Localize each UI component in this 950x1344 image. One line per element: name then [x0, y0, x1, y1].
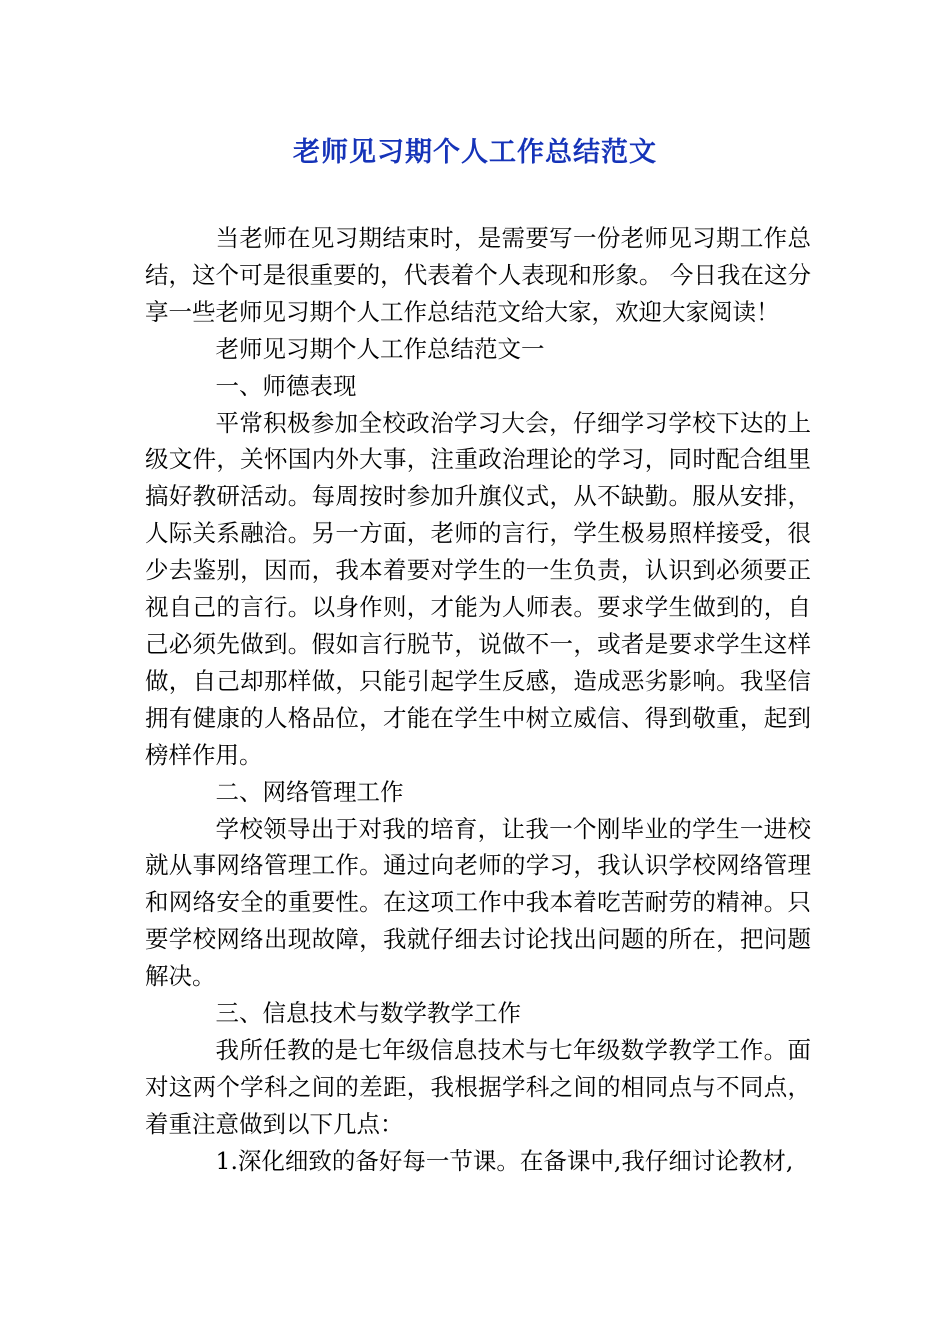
document-title: 老师见习期个人工作总结范文 — [293, 137, 657, 168]
article-heading: 老师见习期个人工作总结范文一 — [215, 334, 545, 363]
section-heading-network: 二、网络管理工作 — [215, 777, 404, 806]
intro-paragraph: 当老师在见习期结束时，是需要写一份老师见习期工作总结，这个可是很重要的，代表着个人表现和形象。 今日我在这分享一些老师见习期个人工作总结范文给大家，欢迎大家阅读！ — [145, 224, 811, 326]
paragraph-ethics: 平常积极参加全校政治学习大会，仔细学习学校下达的上级文件，关怀国内外大事，注重政治理论的学习，同时配合组里搞好教研活动。每周按时参加升旗仪式，从不缺勤。服从安排，人际关系融洽。另一方面，老师的言行，学生极易照样接受，很少去鉴别，因而，我本着要对学生的一生负责，认识到必须要正视自己的言行。以身作则，才能为人师表。要求学生做到的，自己必须先做到。假如言行脱节，说做不一，或者是要求学生这样做，自己却那样做，只能引起学生反感，造成恶劣影响。我坚信拥有健康的人格品位，才能在学生中树立威信、得到敬重，起到榜样作用。 — [145, 408, 811, 769]
document-body — [145, 220, 811, 1180]
section-heading-teaching: 三、信息技术与数学教学工作 — [215, 999, 521, 1028]
section-heading-ethics: 一、师德表现 — [215, 371, 357, 400]
paragraph-teaching: 我所任教的是七年级信息技术与七年级数学教学工作。面对这两个学科之间的差距，我根据学科之间的相同点与不同点，着重注意做到以下几点： — [145, 1035, 811, 1138]
paragraph-network: 学校领导出于对我的培育，让我一个刚毕业的学生一进校就从事网络管理工作。通过向老师的学习，我认识学校网络管理和网络安全的重要性。在这项工作中我本着吃苦耐劳的精神。只要学校网络出现故障，我就仔细去讨论找出问题的所在，把问题解决。 — [145, 814, 811, 991]
paragraph-point-1: 1.深化细致的备好每一节课。在备课中,我仔细讨论教材, — [215, 1146, 794, 1175]
